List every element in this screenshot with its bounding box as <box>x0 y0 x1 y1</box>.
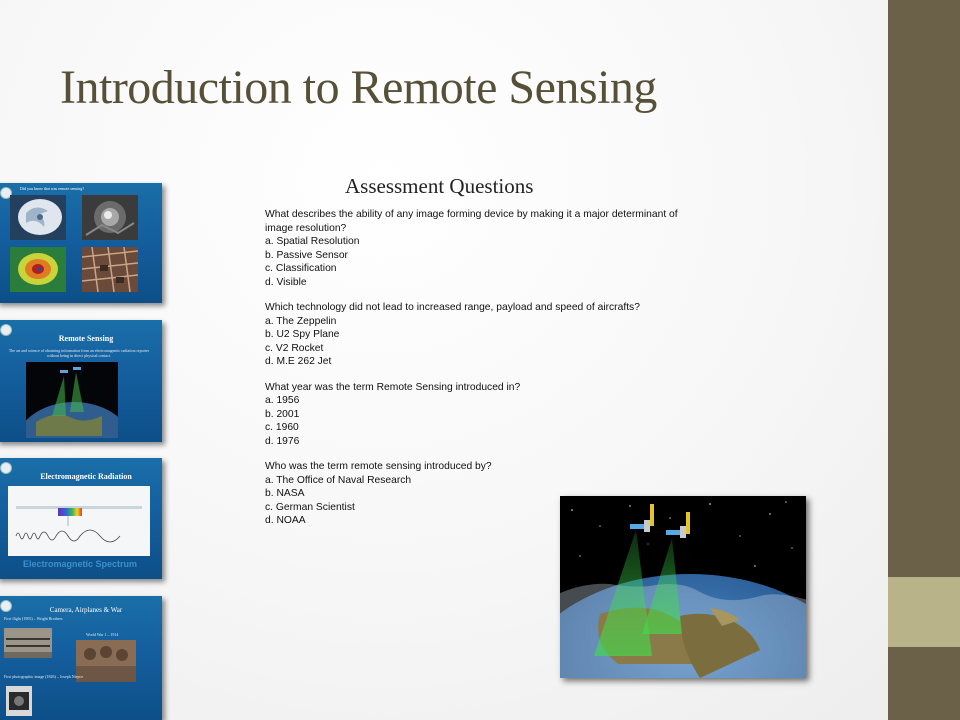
answer-option: b. NASA <box>265 488 305 499</box>
radar-image <box>82 195 138 240</box>
assessment-title: Assessment Questions <box>345 174 534 198</box>
thumbnail-1[interactable] <box>0 183 162 303</box>
question-1 <box>265 208 685 289</box>
earth-satellite-illustration <box>560 496 806 678</box>
spectrum-diagram <box>8 486 150 556</box>
heatmap-image <box>10 247 66 292</box>
questions-list <box>265 208 685 540</box>
answer-option: c. 1960 <box>265 422 299 433</box>
question-text: Which technology did not lead to increased range, payload and speed of aircrafts? <box>265 302 640 313</box>
question-text: What describes the ability of any image forming device by making it a major determinant of image resolution? <box>265 209 678 234</box>
earth-satellite-image <box>26 362 118 438</box>
hurricane-image <box>10 195 66 240</box>
logo-icon <box>0 600 12 612</box>
thumbnail-title: Electromagnetic Radiation <box>40 472 132 481</box>
answer-option: a. The Zeppelin <box>265 315 337 327</box>
slide-title: Introduction to Remote Sensing <box>60 61 657 114</box>
answer-option: d. 1976 <box>265 435 300 447</box>
answer-option: b. 2001 <box>265 408 300 420</box>
answer-option: a. The Office of Naval Research <box>265 474 412 486</box>
question-2 <box>265 301 685 369</box>
answer-option: c. German Scientist <box>265 501 355 513</box>
answer-option: c. Classification <box>265 263 337 274</box>
wright-flyer-image <box>4 628 52 658</box>
thumbnail-title: Remote Sensing <box>58 334 114 343</box>
thumbnail-3[interactable] <box>0 458 162 579</box>
question-3 <box>265 381 685 449</box>
camera-image <box>6 686 32 716</box>
question-text: Who was the term remote sensing introduced by? <box>265 461 492 472</box>
thumbnail-4[interactable] <box>0 596 162 720</box>
logo-icon <box>0 462 12 474</box>
spectrum-footer: Electromagnetic Spectrum <box>22 559 138 569</box>
answer-option: a. Spatial Resolution <box>265 236 360 247</box>
thumbnail-caption: First flight (1903) – Wright Brothers <box>4 616 63 621</box>
answer-option: b. Passive Sensor <box>265 249 348 261</box>
answer-option: d. Visible <box>265 276 307 288</box>
logo-icon <box>0 324 12 336</box>
answer-option: c. V2 Rocket <box>265 342 324 354</box>
answer-option: d. NOAA <box>265 515 306 526</box>
thumbnail-caption: World War 1 – 1914 <box>86 632 119 637</box>
city-image <box>82 247 138 292</box>
thumbnail-2[interactable] <box>0 320 162 442</box>
thumbnail-text: The art and science of obtaining information from an electromagnetic radiation reporter without being in direct physical contact. <box>8 348 150 358</box>
answer-option: b. U2 Spy Plane <box>265 329 340 340</box>
thumbnail-title: Camera, Airplanes & War <box>49 606 123 614</box>
side-accent <box>888 577 960 647</box>
thumbnail-title: Did you know that was remote sensing? <box>20 186 84 191</box>
answer-option: a. 1956 <box>265 395 300 406</box>
answer-option: d. M.E 262 Jet <box>265 356 332 367</box>
earth-satellite-photo <box>560 496 806 678</box>
question-text: What year was the term Remote Sensing introduced in? <box>265 381 521 393</box>
thumbnail-caption: First photographic image (1826) – Joseph Niepce <box>4 674 84 679</box>
